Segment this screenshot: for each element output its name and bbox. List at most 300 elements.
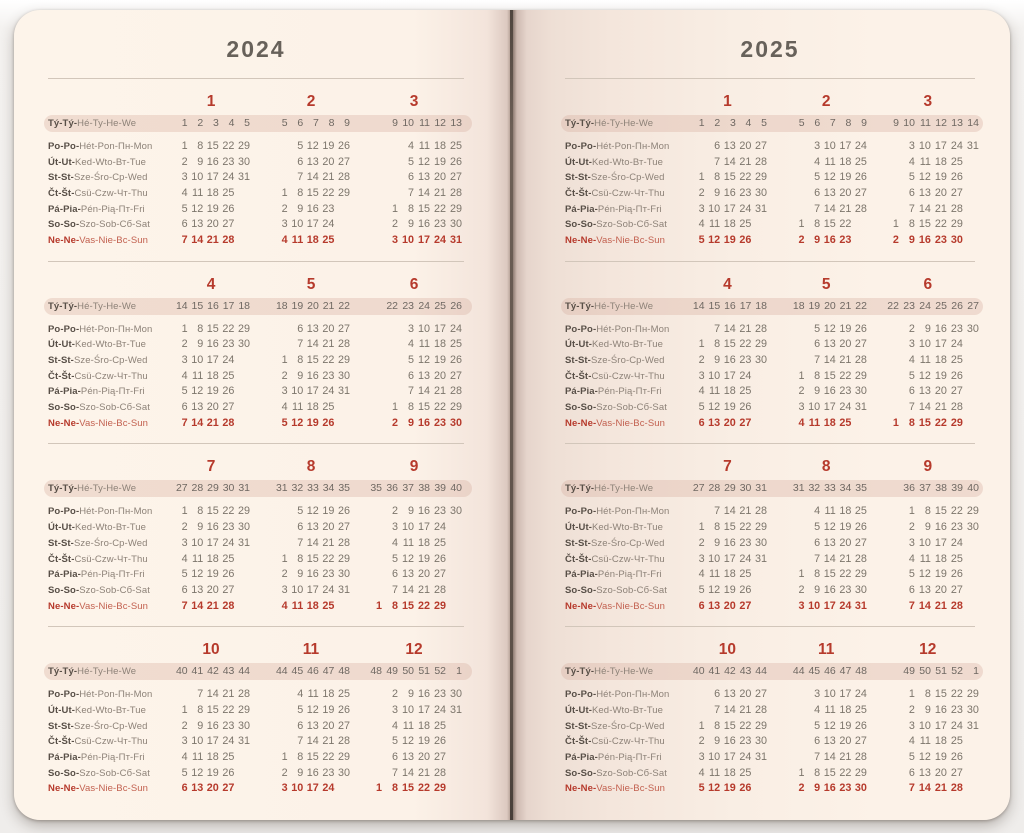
month-column — [789, 337, 867, 353]
month-header-slot — [881, 458, 975, 476]
week-number: 19 — [291, 299, 304, 312]
month-column — [172, 520, 250, 536]
day-label — [565, 322, 687, 338]
day-label-other-langs: Sze-Śro-Ср-Wed — [590, 537, 665, 549]
date: 27 — [754, 140, 767, 152]
day-label — [565, 202, 687, 218]
month-column — [883, 115, 979, 132]
date — [366, 217, 382, 233]
date: 9 — [908, 234, 915, 247]
date: 8 — [297, 354, 304, 367]
date: 21 — [934, 782, 947, 795]
date: 21 — [839, 552, 852, 565]
date: 7 — [391, 583, 398, 596]
date: 11 — [402, 536, 414, 549]
week-numbers-row — [561, 480, 983, 497]
month-header-slot — [366, 93, 462, 111]
day-label-cz-sk: Po-Po- — [565, 689, 597, 701]
date: 26 — [222, 385, 235, 398]
date: 12 — [401, 552, 414, 565]
date — [883, 734, 899, 750]
month-column — [366, 233, 462, 249]
date: 22 — [222, 505, 235, 518]
day-label-cz-sk: Tý-Tý- — [565, 118, 595, 129]
date: 8 — [197, 703, 204, 716]
week-number: 23 — [402, 299, 414, 312]
date: 4 — [798, 416, 805, 429]
day-label-cz-sk: Čt-Št- — [565, 370, 592, 382]
week-number: 11 — [920, 117, 931, 129]
date: 29 — [237, 140, 250, 152]
week-number: 10 — [402, 117, 414, 129]
quarter-block — [48, 79, 464, 261]
date: 31 — [237, 536, 250, 549]
month-number: 9 — [409, 458, 419, 476]
date: 16 — [934, 322, 947, 335]
day-label-other-langs: Hét-Pon-Пн-Mon — [79, 323, 153, 335]
date: 31 — [966, 140, 979, 152]
date: 24 — [433, 521, 446, 534]
date — [366, 337, 382, 353]
week-number: 50 — [919, 665, 931, 678]
date: 14 — [723, 703, 736, 716]
date: 12 — [708, 782, 721, 795]
date: 8 — [297, 750, 304, 763]
date: 24 — [322, 385, 335, 398]
date: 16 — [306, 369, 319, 382]
date — [366, 766, 382, 782]
date: 14 — [306, 171, 319, 184]
date: 13 — [823, 187, 836, 200]
date — [751, 781, 767, 797]
day-label-cz-sk: Tý-Tý- — [48, 300, 78, 312]
day-label — [565, 353, 687, 369]
date — [751, 416, 767, 432]
date: 14 — [823, 750, 836, 763]
week-number: 45 — [808, 665, 821, 678]
date: 21 — [222, 688, 235, 701]
date: 26 — [950, 750, 963, 763]
day-label — [565, 750, 687, 766]
month-column — [789, 322, 867, 338]
date: 5 — [391, 552, 398, 565]
date: 10 — [291, 782, 304, 795]
date: 14 — [401, 583, 414, 596]
month-headers — [565, 85, 975, 114]
date: 13 — [306, 719, 319, 732]
month-number: 10 — [202, 641, 220, 659]
date: 6 — [698, 416, 705, 429]
month-header-slot — [272, 641, 350, 659]
date: 16 — [306, 766, 319, 779]
date: 2 — [281, 568, 288, 581]
month-column — [366, 322, 462, 338]
date: 14 — [823, 202, 836, 215]
date — [751, 583, 767, 599]
date — [366, 233, 382, 249]
date — [272, 536, 288, 552]
date: 16 — [206, 719, 219, 732]
date: 12 — [823, 521, 836, 534]
date — [789, 750, 805, 766]
date: 18 — [433, 140, 446, 152]
month-column — [789, 781, 867, 797]
month-column — [366, 734, 462, 750]
date: 21 — [417, 766, 430, 779]
date: 21 — [322, 338, 335, 351]
date: 10 — [401, 521, 414, 534]
date: 3 — [698, 552, 705, 565]
week-number: 7 — [312, 117, 319, 129]
date: 14 — [306, 735, 319, 748]
date: 26 — [322, 416, 335, 429]
month-column — [689, 170, 767, 186]
date: 26 — [222, 568, 235, 581]
week-number: 33 — [824, 482, 836, 495]
date: 10 — [291, 385, 304, 398]
date: 5 — [281, 416, 288, 429]
date: 23 — [839, 234, 852, 247]
date: 17 — [839, 688, 852, 701]
date: 28 — [950, 401, 963, 414]
month-number: 5 — [821, 275, 831, 293]
date: 19 — [322, 140, 335, 152]
date: 30 — [449, 505, 462, 518]
date: 17 — [934, 719, 947, 732]
date: 10 — [191, 354, 204, 367]
date: 14 — [723, 505, 736, 518]
date: 12 — [291, 416, 304, 429]
date: 5 — [698, 583, 705, 596]
week-numbers-row — [561, 115, 983, 132]
date: 14 — [401, 766, 414, 779]
date — [751, 384, 767, 400]
date: 28 — [950, 782, 963, 795]
date: 1 — [798, 369, 805, 382]
date: 23 — [839, 782, 852, 795]
date — [883, 703, 899, 719]
date: 3 — [908, 338, 915, 351]
date — [963, 416, 979, 432]
day-label-other-langs: Szo-Sob-Сб-Sat — [79, 767, 150, 779]
week-number: 22 — [338, 299, 350, 312]
month-column — [172, 504, 250, 520]
weekday-row-mon — [565, 322, 979, 338]
weekday-row-fri — [565, 384, 975, 400]
month-column — [172, 583, 250, 599]
date: 20 — [322, 719, 335, 732]
date: 23 — [739, 735, 752, 748]
date: 31 — [337, 583, 350, 596]
month-column — [366, 719, 462, 735]
date: 28 — [950, 202, 963, 215]
month-column — [172, 567, 250, 583]
date — [789, 139, 805, 155]
month-column — [689, 734, 767, 750]
date: 11 — [291, 599, 304, 612]
day-label-cz-sk: So-So- — [48, 584, 80, 596]
day-label-cz-sk: Pá-Pia- — [565, 203, 598, 215]
week-number: 5 — [798, 117, 805, 129]
month-column — [883, 322, 979, 338]
day-label-cz-sk: Čt-Št- — [48, 736, 75, 748]
month-column — [689, 687, 767, 703]
weekday-row-sat — [48, 217, 464, 233]
date — [272, 139, 288, 155]
date: 6 — [181, 218, 188, 231]
date: 20 — [433, 171, 446, 184]
date: 4 — [908, 155, 915, 168]
date: 15 — [417, 401, 430, 414]
date: 27 — [222, 782, 235, 795]
date: 19 — [417, 552, 430, 565]
day-label-other-langs: Hét-Pon-Пн-Mon — [596, 506, 670, 518]
day-label-other-langs: Szo-Sob-Сб-Sat — [596, 402, 667, 414]
month-column — [366, 552, 462, 568]
date: 25 — [739, 766, 752, 779]
date — [963, 384, 979, 400]
day-label-other-langs: Sze-Śro-Ср-Wed — [73, 172, 148, 184]
day-label-other-langs: Pén-Pią-Пт-Fri — [597, 569, 662, 581]
date: 4 — [281, 234, 288, 247]
date: 1 — [908, 505, 915, 518]
date: 10 — [823, 140, 836, 152]
month-column — [689, 520, 767, 536]
weekday-row-wed — [48, 719, 464, 735]
day-label-other-langs: Vas-Nie-Вс-Sun — [79, 600, 149, 612]
month-column — [789, 186, 867, 202]
date: 11 — [919, 552, 931, 565]
weekday-row-sun — [48, 416, 464, 432]
date: 12 — [823, 171, 836, 184]
day-label — [48, 400, 170, 416]
month-column — [272, 504, 350, 520]
month-column — [366, 155, 462, 171]
weekday-row-sun — [565, 599, 975, 615]
date: 11 — [418, 140, 430, 152]
weekday-row-wed — [48, 170, 464, 186]
weekday-row-wed — [565, 170, 975, 186]
day-label-cz-sk: Ne-Ne- — [48, 235, 80, 247]
day-label-cz-sk: Tý-Tý- — [48, 483, 78, 495]
date: 21 — [206, 234, 219, 247]
date: 25 — [222, 552, 235, 565]
date: 11 — [418, 338, 430, 351]
date: 23 — [322, 766, 335, 779]
date — [789, 719, 805, 735]
date: 17 — [723, 750, 736, 763]
date: 16 — [823, 583, 836, 596]
day-label-cz-sk: Út-Ut- — [48, 156, 75, 168]
day-label-other-langs: Hé-Ty-Не-We — [594, 483, 654, 495]
date: 2 — [181, 155, 188, 168]
date: 1 — [391, 401, 398, 414]
date: 3 — [814, 688, 821, 701]
date: 2 — [908, 703, 915, 716]
month-column — [366, 480, 462, 497]
date: 25 — [449, 338, 462, 351]
month-column — [689, 337, 767, 353]
date: 16 — [206, 521, 219, 534]
date — [446, 750, 462, 766]
date: 26 — [950, 171, 963, 184]
date: 2 — [391, 505, 398, 518]
date: 3 — [908, 536, 915, 549]
date: 6 — [908, 766, 915, 779]
date: 30 — [337, 369, 350, 382]
week-number: 39 — [951, 482, 963, 495]
date: 29 — [337, 187, 350, 200]
month-column — [172, 663, 250, 680]
date: 31 — [854, 401, 867, 414]
week-number: 32 — [291, 482, 304, 495]
date — [689, 504, 705, 520]
month-column — [689, 233, 767, 249]
date: 30 — [854, 782, 867, 795]
date: 2 — [798, 234, 805, 247]
weekday-row-sat — [48, 400, 464, 416]
date: 8 — [814, 568, 821, 581]
month-column — [272, 687, 350, 703]
date: 7 — [908, 202, 915, 215]
date: 16 — [417, 505, 430, 518]
week-number: 9 — [861, 117, 867, 129]
month-column — [883, 687, 979, 703]
date: 17 — [206, 735, 219, 748]
date: 12 — [401, 735, 414, 748]
day-label-other-langs: Pén-Pią-Пт-Fri — [597, 751, 662, 763]
date: 14 — [823, 552, 836, 565]
month-column — [883, 734, 979, 750]
week-number: 28 — [191, 482, 204, 495]
day-label — [565, 217, 687, 233]
date: 15 — [417, 202, 430, 215]
date: 12 — [191, 202, 204, 215]
month-column — [366, 504, 462, 520]
date — [883, 170, 899, 186]
date — [382, 322, 398, 338]
date: 17 — [206, 171, 219, 184]
date: 29 — [854, 568, 867, 581]
month-headers — [48, 633, 464, 662]
date: 19 — [723, 234, 736, 247]
month-column — [883, 567, 979, 583]
date: 11 — [192, 750, 204, 763]
date: 8 — [924, 505, 931, 518]
month-column — [689, 781, 767, 797]
date: 12 — [918, 369, 931, 382]
date: 10 — [808, 599, 821, 612]
date: 1 — [892, 416, 899, 429]
date: 24 — [739, 369, 752, 382]
month-column — [689, 322, 767, 338]
date — [366, 567, 382, 583]
month-column — [172, 766, 250, 782]
month-column — [689, 766, 767, 782]
date: 13 — [417, 171, 430, 184]
day-label — [565, 719, 687, 735]
month-header-slot — [366, 458, 462, 476]
date: 19 — [306, 416, 319, 429]
weekday-row-thu — [48, 734, 464, 750]
month-header-slot — [788, 276, 865, 294]
month-column — [172, 750, 250, 766]
month-column — [883, 353, 979, 369]
date: 5 — [814, 719, 821, 732]
month-column — [789, 599, 867, 615]
date: 29 — [950, 218, 963, 231]
month-number: 1 — [206, 93, 216, 110]
date: 28 — [854, 354, 867, 367]
date: 13 — [306, 521, 319, 534]
day-label-cz-sk: Ne-Ne- — [565, 235, 597, 247]
date: 17 — [723, 202, 736, 215]
week-number: 1 — [456, 665, 462, 678]
month-headers — [565, 450, 975, 479]
month-column — [272, 233, 350, 249]
weekday-row-thu — [48, 186, 464, 202]
date: 5 — [181, 568, 188, 581]
month-header-slot — [881, 93, 975, 111]
day-label-cz-sk: So-So- — [565, 402, 597, 414]
date: 24 — [222, 536, 235, 549]
month-column — [366, 115, 462, 132]
date — [689, 322, 705, 338]
date: 12 — [306, 505, 319, 518]
month-column — [883, 369, 979, 385]
date — [334, 202, 350, 218]
date: 16 — [206, 338, 219, 351]
date: 11 — [824, 703, 836, 716]
date: 2 — [391, 688, 398, 701]
date: 31 — [754, 202, 767, 215]
month-column — [883, 155, 979, 171]
date: 7 — [814, 354, 821, 367]
date: 3 — [181, 171, 188, 184]
weekday-row-fri — [48, 567, 464, 583]
date: 1 — [908, 688, 915, 701]
date: 13 — [191, 218, 204, 231]
date: 6 — [908, 583, 915, 596]
date: 3 — [181, 735, 188, 748]
date: 9 — [814, 385, 821, 398]
date: 29 — [754, 338, 767, 351]
date: 14 — [918, 401, 931, 414]
date: 5 — [908, 750, 915, 763]
week-number: 15 — [191, 299, 204, 312]
date: 10 — [918, 536, 931, 549]
date: 12 — [417, 155, 430, 168]
date: 6 — [181, 401, 188, 414]
date: 30 — [966, 322, 979, 335]
date: 20 — [723, 599, 736, 612]
month-column — [366, 663, 462, 680]
month-column — [883, 202, 979, 218]
day-label-other-langs: Hét-Pon-Пн-Mon — [596, 323, 670, 335]
date — [883, 322, 899, 338]
date — [446, 567, 462, 583]
day-label — [48, 233, 170, 249]
month-column — [789, 663, 867, 680]
date: 10 — [291, 583, 304, 596]
date: 26 — [222, 202, 235, 215]
month-column — [366, 687, 462, 703]
day-label — [565, 400, 687, 416]
date: 23 — [322, 202, 335, 215]
date — [751, 400, 767, 416]
date: 20 — [206, 401, 219, 414]
date: 2 — [391, 416, 398, 429]
